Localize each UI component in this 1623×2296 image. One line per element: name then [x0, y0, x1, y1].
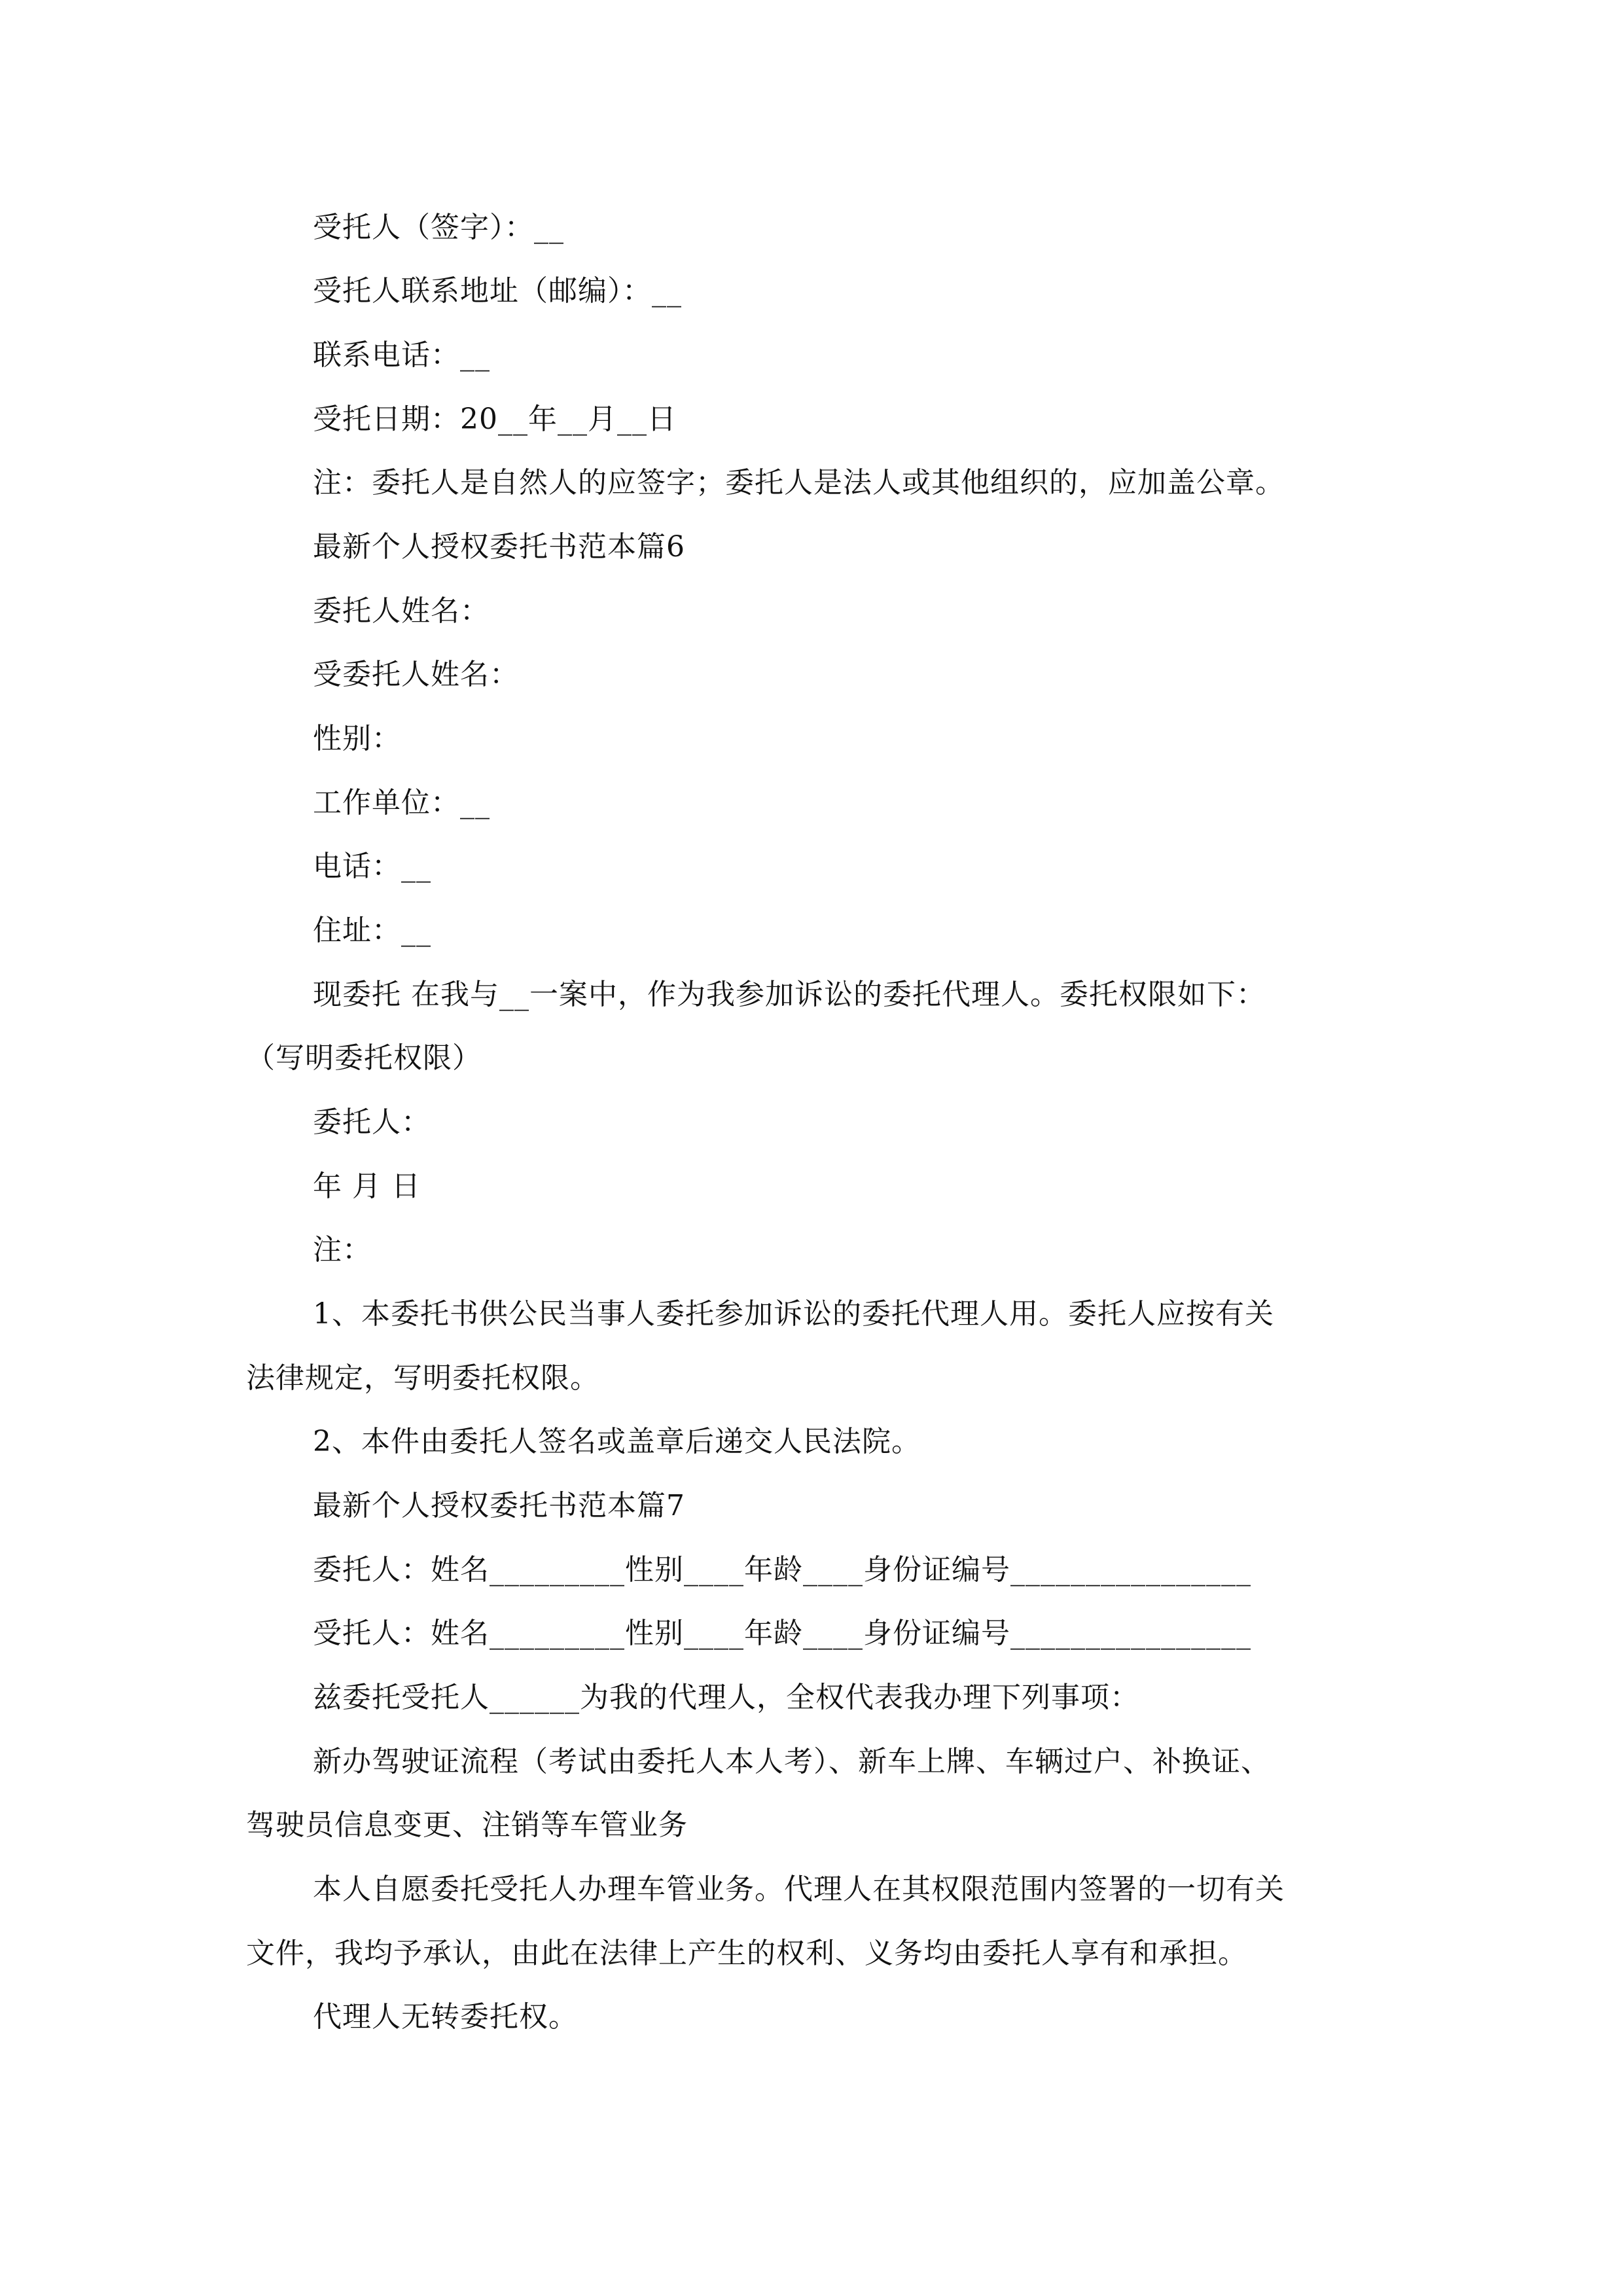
note-seal-line: 注：委托人是自然人的应签字；委托人是法人或其他组织的，应加盖公章。: [313, 466, 1285, 499]
note-item-1-continued: 法律规定，写明委托权限。: [246, 1361, 599, 1395]
note-label: 注：: [313, 1233, 372, 1266]
matters-line-continued: 驾驶员信息变更、注销等车管业务: [246, 1808, 688, 1842]
date-line: 年 月 日: [313, 1170, 421, 1203]
note-item-1: 1、本委托书供公民当事人委托参加诉讼的委托代理人用。委托人应按有关: [313, 1297, 1274, 1331]
note-item-2: 2、本件由委托人签名或盖章后递交人民法院。: [313, 1425, 921, 1458]
section-6-heading: 最新个人授权委托书范本篇6: [313, 530, 685, 564]
appointment-line: 兹委托受托人______为我的代理人，全权代表我办理下列事项：: [313, 1681, 1139, 1714]
authority-scope-line: （写明委托权限）: [246, 1041, 482, 1075]
address-line: 住址：__: [313, 914, 431, 947]
agent-name-line: 受委托人姓名：: [313, 658, 519, 691]
contact-phone-line: 联系电话：__: [313, 338, 490, 372]
trustee-address-line: 受托人联系地址（邮编）：__: [313, 274, 682, 308]
agent-info-line: 受托人：姓名_________性别____年龄____身份证编号________________: [313, 1617, 1251, 1650]
trustee-signature-line: 受托人（签字）：__: [313, 211, 564, 244]
matters-line: 新办驾驶证流程（考试由委托人本人考）、新车上牌、车辆过户、补换证、: [313, 1745, 1270, 1778]
entrust-case-line: 现委托 在我与__一案中，作为我参加诉讼的委托代理人。委托权限如下：: [313, 978, 1266, 1011]
principal-name-line: 委托人姓名：: [313, 594, 490, 628]
gender-line: 性别：: [313, 722, 401, 755]
principal-sign-line: 委托人：: [313, 1105, 431, 1139]
voluntary-statement-line: 本人自愿委托受托人办理车管业务。代理人在其权限范围内签署的一切有关: [313, 1873, 1285, 1906]
no-sub-delegation-line: 代理人无转委托权。: [313, 2000, 578, 2034]
work-unit-line: 工作单位：__: [313, 786, 490, 819]
voluntary-statement-continued: 文件，我均予承认，由此在法律上产生的权利、义务均由委托人享有和承担。: [246, 1937, 1247, 1970]
entrust-date-line: 受托日期：20__年__月__日: [313, 403, 677, 436]
phone-line: 电话：__: [313, 850, 431, 883]
section-7-heading: 最新个人授权委托书范本篇7: [313, 1489, 685, 1522]
principal-info-line: 委托人：姓名_________性别____年龄____身份证编号________________: [313, 1553, 1251, 1587]
